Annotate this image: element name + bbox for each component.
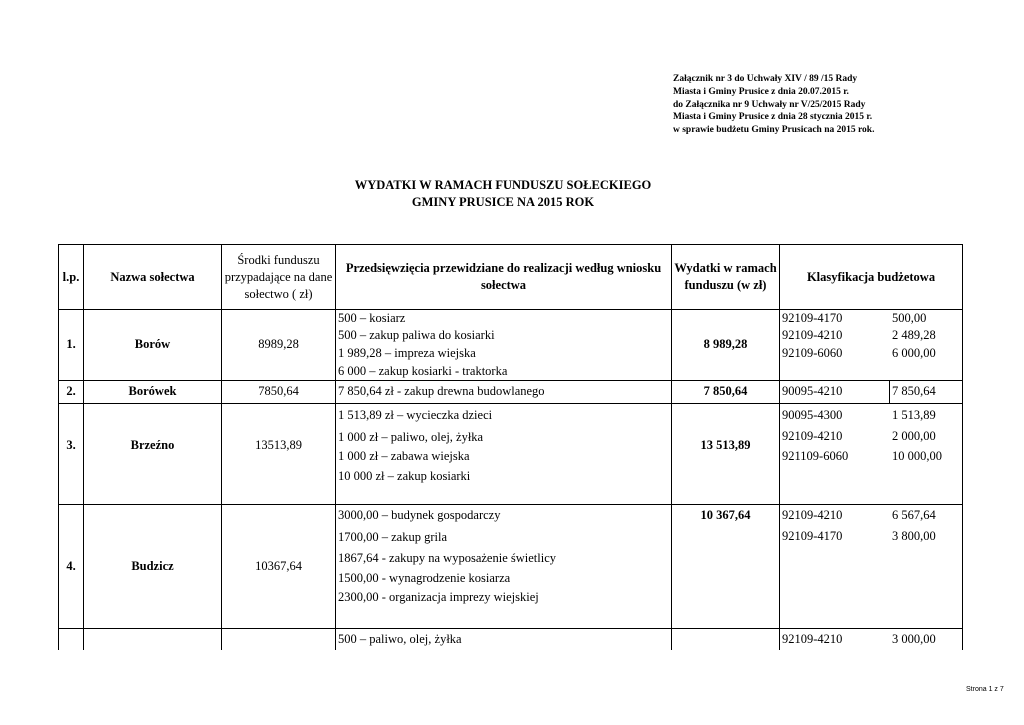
row-lp: 1. xyxy=(66,337,76,351)
grid-line xyxy=(58,380,962,381)
header-projects: Przedsięwzięcia przewidziane do realizacji według wniosku sołectwa xyxy=(345,261,662,292)
class-amount: 3 000,00 xyxy=(892,632,936,646)
annex-line: w sprawie budżetu Gminy Prusicach na 2015 rok. xyxy=(673,125,875,136)
row-name: Borówek xyxy=(128,384,177,398)
project-item: 1500,00 - wynagrodzenie kosiarza xyxy=(338,571,511,585)
annex-line: do Załącznika nr 9 Uchwały nr V/25/2015 Rady xyxy=(673,99,866,110)
row-funds: 8989,28 xyxy=(258,337,299,351)
class-amount: 10 000,00 xyxy=(892,449,942,463)
class-code: 921109-6060 xyxy=(782,449,849,463)
grid-line xyxy=(889,380,890,403)
class-code: 92109-4210 xyxy=(782,632,843,646)
row-lp: 3. xyxy=(66,438,76,452)
header-expenses: Wydatki w ramach funduszu (w zł) xyxy=(674,261,777,292)
annex-line: Miasta i Gminy Prusice z dnia 20.07.2015 r. xyxy=(673,86,849,97)
project-item: 7 850,64 zł - zakup drewna budowlanego xyxy=(338,384,545,398)
class-amount: 6 567,64 xyxy=(892,508,936,522)
row-funds: 13513,89 xyxy=(255,438,302,452)
header-name: Nazwa sołectwa xyxy=(110,269,195,284)
title-line-1: WYDATKI W RAMACH FUNDUSZU SOŁECKIEGO xyxy=(354,178,652,192)
annex-line: Miasta i Gminy Prusice z dnia 28 stycznia 2015 r. xyxy=(673,112,873,123)
document-title xyxy=(0,177,1006,211)
project-item: 500 – zakup paliwa do kosiarki xyxy=(338,328,495,342)
grid-line xyxy=(962,244,963,650)
header-funds: Środki funduszu przypadające na dane sołectwo ( zł) xyxy=(224,252,333,301)
row-funds: 7850,64 xyxy=(258,384,299,398)
project-item: 3000,00 – budynek gospodarczy xyxy=(338,508,501,522)
class-amount: 2 000,00 xyxy=(892,429,936,443)
class-amount: 3 800,00 xyxy=(892,529,936,543)
class-code: 92109-4170 xyxy=(782,311,843,325)
row-total: 13 513,89 xyxy=(700,438,751,452)
class-amount: 1 513,89 xyxy=(892,408,936,422)
class-code: 90095-4210 xyxy=(782,384,843,398)
class-code: 92109-4210 xyxy=(782,328,843,342)
row-total: 8 989,28 xyxy=(703,337,748,351)
class-amount: 7 850,64 xyxy=(892,384,936,398)
annex-line: Załącznik nr 3 do Uchwały XIV / 89 /15 Rady xyxy=(673,74,858,84)
row-name: Brzeźno xyxy=(130,438,175,452)
class-amount: 500,00 xyxy=(892,311,927,325)
row-name: Borów xyxy=(134,337,171,351)
header-lp: l.p. xyxy=(62,269,80,284)
grid-line xyxy=(58,628,962,629)
class-code: 92109-6060 xyxy=(782,346,843,360)
project-item: 1700,00 – zakup grila xyxy=(338,530,448,544)
class-amount: 6 000,00 xyxy=(892,346,936,360)
project-item: 1 000 zł – zabawa wiejska xyxy=(338,449,470,463)
project-item: 2300,00 - organizacja imprezy wiejskiej xyxy=(338,590,539,604)
project-item: 1 000 zł – paliwo, olej, żyłka xyxy=(338,430,484,444)
project-item: 500 – kosiarz xyxy=(338,311,406,325)
class-code: 90095-4300 xyxy=(782,408,843,422)
class-amount: 2 489,28 xyxy=(892,328,936,342)
row-funds: 10367,64 xyxy=(255,559,302,573)
row-total: 7 850,64 xyxy=(703,384,748,398)
class-code: 92109-4210 xyxy=(782,508,843,522)
class-code: 92109-4210 xyxy=(782,429,843,443)
grid-line xyxy=(58,504,962,505)
project-item: 6 000 – zakup kosiarki - traktorka xyxy=(338,364,508,378)
project-item: 1 989,28 – impreza wiejska xyxy=(338,346,476,360)
row-lp: 4. xyxy=(66,559,76,573)
row-total: 10 367,64 xyxy=(700,508,751,522)
row-name: Budzicz xyxy=(131,559,174,573)
page-number: Strona 1 z 7 xyxy=(966,686,1004,693)
grid-line xyxy=(58,403,962,404)
header-classification: Klasyfikacja budżetowa xyxy=(806,269,936,284)
title-line-2: GMINY PRUSICE NA 2015 ROK xyxy=(411,195,595,209)
row-lp: 2. xyxy=(66,384,76,398)
project-item: 1867,64 - zakupy na wyposażenie świetlicy xyxy=(338,551,556,565)
class-code: 92109-4170 xyxy=(782,529,843,543)
project-item: 500 – paliwo, olej, żyłka xyxy=(338,632,462,646)
project-item: 1 513,89 zł – wycieczka dzieci xyxy=(338,408,493,422)
annex-note xyxy=(673,73,874,137)
project-item: 10 000 zł – zakup kosiarki xyxy=(338,469,471,483)
